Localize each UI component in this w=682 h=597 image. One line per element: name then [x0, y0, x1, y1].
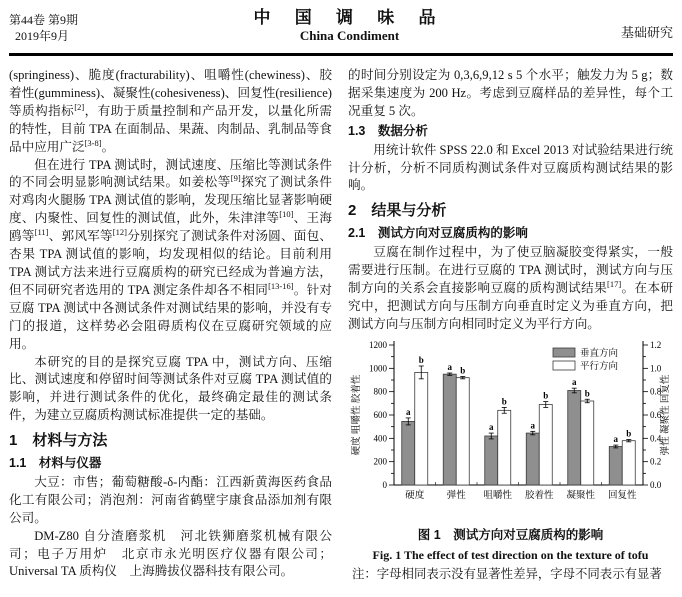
- paragraph: 但在进行 TPA 测试时，测试速度、压缩比等测试条件的不同会明显影响测试结果。如姜松等[9]探究了测试条件对鸡肉火腿肠 TPA 测试值的影响，发现压缩比显著影响硬度、内聚性、回复性的测试值，此外，朱津津等[10]、王海鸥等[11]、郭风军等[12]分别探究了测试条件对汤圆、面包、杏果 TPA 测试值的影响，均发现相似的结论。目前利用 TPA 测试方法来进行豆腐质构的研究已经成为普遍方法，但不同研究者选用的 TPA 测定条件却各不相同[13-16]。针对豆腐 TPA 测试中各测试条件对测试结果的影响，并没有专门的报道，这样势必会阻碍质构仪在豆腐研究领域的应用。: [9, 157, 333, 351]
- x-category-label: 回复性: [607, 490, 637, 501]
- header-rule: [9, 53, 673, 56]
- x-category-label: 咀嚼性: [483, 490, 513, 501]
- bar-弹性-平行方向: [456, 377, 469, 484]
- left-column: [9, 67, 332, 584]
- sig-letter: b: [543, 390, 549, 401]
- right-tick-label: 0.8: [650, 386, 662, 397]
- text-columns: [9, 67, 673, 584]
- figure-1: [348, 338, 673, 585]
- figure-note: 注：字母相同表示没有显著性差异，字母不同表示有显著: [352, 567, 662, 582]
- bar-凝聚性-平行方向: [581, 401, 594, 485]
- citation-ref: [9]: [230, 173, 241, 184]
- citation-ref: [12]: [112, 226, 127, 237]
- paragraph: DM-Z80 自分渣磨浆机 河北铁狮磨浆机械有限公司；电子万用炉 北京市永光明医疗仪器有限公司；Universal TA 质构仪 上海腾拔仪器科技有限公司。: [9, 528, 332, 579]
- sig-letter: b: [626, 428, 632, 439]
- left-tick-label: 200: [373, 456, 387, 467]
- subsection-heading: 1.3 数据分析: [348, 123, 428, 138]
- left-axis-title: 硬度 咀嚼性 胶着性: [352, 374, 362, 456]
- bar-硬度-垂直方向: [402, 421, 415, 485]
- section-heading: 2 结果与分析: [348, 202, 447, 220]
- right-tick-label: 0.4: [650, 433, 662, 444]
- citation-ref: [3-8]: [84, 137, 102, 148]
- left-tick-label: 600: [373, 409, 387, 420]
- subsection-heading: 2.1 测试方向对豆腐质构的影响: [348, 226, 528, 241]
- bar-回复性-平行方向: [622, 440, 635, 484]
- sig-letter: a: [489, 421, 494, 432]
- issue-info: [9, 8, 78, 44]
- bar-凝聚性-垂直方向: [568, 390, 581, 485]
- right-tick-label: 0.2: [650, 456, 662, 467]
- sig-letter: a: [406, 406, 411, 417]
- bar-咀嚼性-垂直方向: [485, 436, 498, 485]
- issue-date: 2019年9月: [15, 29, 70, 43]
- x-category-label: 硬度: [405, 490, 425, 501]
- bar-胶着性-垂直方向: [526, 433, 539, 485]
- citation-ref: [2]: [74, 101, 85, 112]
- right-tick-label: 0.0: [650, 479, 662, 490]
- bar-咀嚼性-平行方向: [498, 410, 511, 485]
- citation-ref: [10]: [279, 209, 294, 220]
- paragraph: 豆腐在制作过程中，为了使豆脑凝胶变得紧实，一般需要进行压制。在进行豆腐的 TPA 测试时，测试方向与压制方向的关系会直接影响豆腐的质构测试结果[17]。在本研究中，把测试方向与压制方向垂直时定义为垂直方向，把测试方向与压制方向相同时定义为平行方向。: [348, 245, 674, 331]
- journal-title-block: [78, 8, 621, 44]
- left-tick-label: 1000: [369, 363, 387, 374]
- volume-issue: 第44卷 第9期: [9, 13, 79, 27]
- figure-caption-en: Fig. 1 The effect of test direction on the texture of tofu: [372, 547, 649, 562]
- x-category-label: 胶着性: [524, 490, 554, 501]
- paragraph: 大豆：市售；葡萄糖酸-δ-内酯：江西新黄海医药食品化工有限公司；消泡剂：河南省鹤壁宇康食品添加剂有限公司。: [9, 474, 332, 525]
- x-category-label: 弹性: [446, 490, 466, 501]
- journal-title-en: China Condiment: [299, 28, 400, 43]
- right-axis-title: 弹性 凝聚性 回复性: [661, 374, 671, 456]
- bar-弹性-垂直方向: [443, 374, 456, 485]
- right-tick-label: 1.0: [650, 363, 662, 374]
- left-tick-label: 800: [373, 386, 387, 397]
- section-heading: 1 材料与方法: [9, 432, 108, 450]
- sig-letter: b: [501, 396, 507, 407]
- journal-title-cn: 中 国 调 味 品: [253, 8, 446, 27]
- page-header: [9, 8, 673, 50]
- legend-label: 平行方向: [580, 361, 619, 372]
- left-tick-label: 400: [373, 433, 387, 444]
- sig-letter: a: [447, 361, 452, 372]
- column-tag: 基础研究: [620, 25, 673, 40]
- citation-ref: [11]: [34, 226, 49, 237]
- right-tick-label: 0.6: [650, 409, 662, 420]
- paragraph: 用统计软件 SPSS 22.0 和 Excel 2013 对试验结果进行统计分析，分析不同质构测试条件对豆腐质构测试结果的影响。: [348, 142, 673, 193]
- legend-label: 垂直方向: [580, 348, 619, 359]
- right-tick-label: 1.2: [650, 339, 662, 350]
- legend-swatch-垂直方向: [553, 348, 575, 357]
- citation-ref: [13-16]: [268, 280, 294, 291]
- sig-letter: a: [530, 420, 535, 431]
- bar-胶着性-平行方向: [539, 404, 552, 485]
- right-column: [348, 67, 673, 584]
- sig-letter: b: [584, 387, 590, 398]
- bar-chart-test-direction: [348, 338, 673, 518]
- paragraph: 的时间分别设定为 0,3,6,9,12 s 5 个水平；触发力为 5 g；数据采集速度为 200 Hz。考虑到豆腐样品的差异性，每个工况重复 5 次。: [348, 68, 673, 118]
- citation-ref: [17]: [607, 278, 622, 289]
- left-tick-label: 0: [382, 479, 387, 490]
- bar-硬度-平行方向: [415, 372, 428, 485]
- sig-letter: b: [460, 365, 466, 376]
- bar-回复性-垂直方向: [609, 446, 622, 485]
- left-tick-label: 1200: [369, 339, 387, 350]
- paragraph: 本研究的目的是探究豆腐 TPA 中，测试方向、压缩比、测试速度和停留时间等测试条件对豆腐 TPA 测试值的影响，并进行测试条件的优化，最终确定最佳的测试条件，为建立豆腐质构测试标准提供一定的基础。: [9, 354, 332, 423]
- sig-letter: a: [613, 433, 618, 444]
- paragraph: (springiness)、脆度(fracturability)、咀嚼性(chewiness)、胶着性(gumminess)、凝聚性(cohesiveness)、回复性(resilience)等质构指标[2]，有助于质量控制和产品开发，以量化所需的特性，目前 TPA 在面制品、果蔬、肉制品、乳制品等食品中应用广泛[3-8]。: [9, 68, 333, 154]
- figure-caption-cn: 图 1 测试方向对豆腐质构的影响: [417, 527, 604, 542]
- subsection-heading: 1.1 材料与仪器: [9, 456, 102, 471]
- sig-letter: a: [572, 376, 577, 387]
- x-category-label: 凝聚性: [566, 490, 596, 501]
- legend-swatch-平行方向: [553, 361, 575, 370]
- sig-letter: b: [418, 354, 424, 365]
